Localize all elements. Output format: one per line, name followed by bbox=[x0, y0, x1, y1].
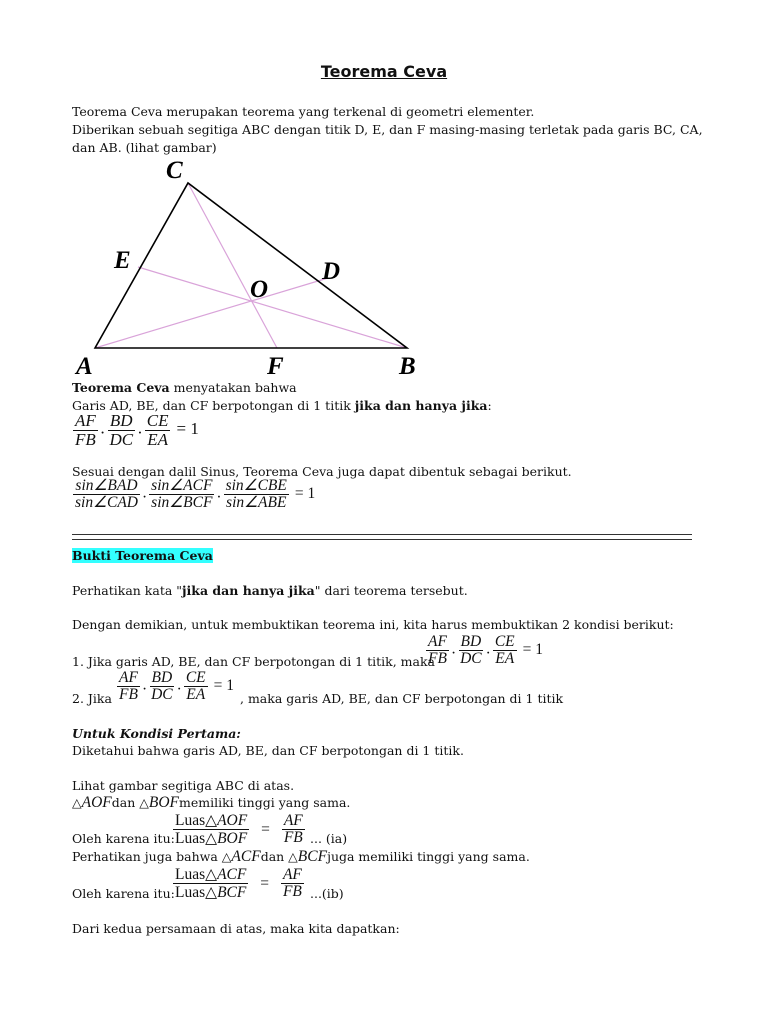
ratio-ia-formula bbox=[172, 812, 306, 848]
c2-den-fb: FB bbox=[119, 686, 138, 704]
c1-num-bd: BD bbox=[460, 633, 482, 650]
sine-formula bbox=[72, 478, 315, 512]
c2-dot: · bbox=[141, 681, 148, 699]
triangle-icon: △ bbox=[221, 849, 232, 864]
sine-intro: Sesuai dengan dalil Sinus, Teorema Ceva juga dapat dibentuk sebagai berikut. bbox=[72, 464, 572, 479]
first-condition-heading: Untuk Kondisi Pertama: bbox=[72, 726, 241, 741]
c2-den-dc: DC bbox=[151, 686, 173, 704]
formula-num-af: AF bbox=[75, 411, 96, 430]
formula-den-fb: FB bbox=[75, 429, 96, 449]
page-title: Teorema Ceva bbox=[320, 62, 448, 81]
cevian-ad bbox=[95, 278, 328, 348]
statement-line-2 bbox=[72, 398, 492, 413]
label-o: O bbox=[250, 276, 269, 303]
ia-den-tri: BOF bbox=[217, 830, 248, 848]
sine-den-1: sin∠CAD bbox=[75, 494, 138, 512]
formula-num-ce: CE bbox=[146, 411, 169, 430]
statement-line-1 bbox=[72, 380, 297, 395]
double-rule-divider bbox=[72, 534, 692, 540]
sine-dot: · bbox=[141, 489, 148, 507]
p1-pre: Perhatikan kata " bbox=[72, 583, 183, 598]
triangle-icon: △ bbox=[205, 829, 218, 848]
p1-post: " dari teorema tersebut. bbox=[314, 583, 468, 598]
formula-num-bd: BD bbox=[109, 411, 133, 430]
c1-dot: · bbox=[450, 645, 457, 663]
ia-num-tri: AOF bbox=[217, 812, 248, 829]
oleh-2: Oleh karena itu: bbox=[72, 886, 175, 901]
c1-den-ea: EA bbox=[495, 650, 515, 668]
sine-num-2: sin∠ACF bbox=[151, 477, 213, 494]
formula-rhs: = 1 bbox=[176, 419, 199, 439]
label-c: C bbox=[166, 157, 183, 184]
c1-num-af: AF bbox=[428, 633, 447, 650]
tri-bof: BOF bbox=[148, 794, 180, 811]
intro-line-1: Teorema Ceva merupakan teorema yang terkenal di geometri elementer. bbox=[72, 104, 535, 119]
proof-heading bbox=[72, 548, 213, 563]
same-height-line-1 bbox=[72, 795, 350, 810]
ib-fb: FB bbox=[282, 883, 302, 901]
oleh-1: Oleh karena itu: bbox=[72, 831, 175, 846]
ia-fb: FB bbox=[283, 829, 303, 847]
c2-num-ce: CE bbox=[185, 669, 206, 686]
sine-den-2: sin∠BCF bbox=[151, 494, 213, 512]
ia-af: AF bbox=[283, 812, 303, 829]
c1-num-ce: CE bbox=[494, 633, 515, 650]
triangle-icon: △ bbox=[72, 795, 82, 810]
tri-bcf: BCF bbox=[297, 848, 328, 865]
triangle-icon: △ bbox=[205, 883, 218, 902]
luas-label: Luas bbox=[175, 830, 206, 848]
c1-den-dc: DC bbox=[460, 650, 482, 668]
condition-1-formula bbox=[425, 634, 543, 668]
tri-acf: ACF bbox=[231, 848, 261, 865]
dan-2: dan bbox=[260, 849, 289, 864]
statement-pre: Garis AD, BE, dan CF berpotongan di 1 titik bbox=[72, 398, 355, 413]
label-f: F bbox=[267, 353, 284, 380]
sine-dot: · bbox=[216, 489, 222, 507]
also-post: juga memiliki tinggi yang sama. bbox=[327, 849, 530, 864]
cevian-be bbox=[138, 267, 407, 348]
theorem-name: Teorema Ceva bbox=[72, 380, 170, 395]
proof-heading-highlight: Bukti Teorema Ceva bbox=[72, 548, 213, 563]
intro-line-2: Diberikan sebuah segitiga ABC dengan titik D, E, dan F masing-masing terletak pada garis BC, CA, bbox=[72, 122, 703, 137]
also-pre: Perhatikan juga bahwa bbox=[72, 849, 222, 864]
triangle-abc bbox=[95, 183, 407, 348]
label-d: D bbox=[322, 258, 341, 285]
sine-rhs: = 1 bbox=[294, 485, 316, 503]
formula-dot: · bbox=[137, 423, 143, 443]
conclude-line: Dari kedua persamaan di atas, maka kita dapatkan: bbox=[72, 921, 400, 936]
formula-den-ea: EA bbox=[147, 429, 168, 449]
statement-rest: menyatakan bahwa bbox=[169, 380, 297, 395]
triangle-icon: △ bbox=[139, 795, 149, 810]
condition-1-text: 1. Jika garis AD, BE, dan CF berpotongan di 1 titik, maka bbox=[72, 654, 435, 669]
ib-den-tri: BCF bbox=[217, 884, 247, 902]
same-height-1: memiliki tinggi yang sama. bbox=[179, 795, 351, 810]
label-ia: ... (ia) bbox=[310, 831, 348, 846]
proof-p2: Dengan demikian, untuk membuktikan teorema ini, kita harus membuktikan 2 kondisi berikut: bbox=[72, 617, 674, 632]
ratio-ib-formula bbox=[172, 866, 305, 902]
sine-den-3: sin∠ABE bbox=[226, 494, 287, 512]
condition-2-post: , maka garis AD, BE, dan CF berpotongan di 1 titik bbox=[240, 691, 564, 706]
label-a: A bbox=[76, 353, 93, 380]
dan-1: dan bbox=[111, 795, 140, 810]
triangle-figure bbox=[60, 152, 440, 380]
p1-bold: jika dan hanya jika bbox=[182, 583, 315, 598]
statement-colon: : bbox=[487, 398, 492, 413]
label-e: E bbox=[114, 247, 131, 274]
intro-line-3: dan AB. (lihat gambar) bbox=[72, 140, 217, 155]
luas-label: Luas bbox=[175, 884, 206, 902]
label-ib: ...(ib) bbox=[310, 886, 344, 901]
luas-label: Luas bbox=[175, 812, 206, 829]
ib-eq: = bbox=[260, 874, 270, 892]
triangle-icon: △ bbox=[205, 811, 218, 829]
ceva-formula bbox=[72, 412, 199, 449]
triangle-icon: △ bbox=[205, 865, 218, 883]
c2-rhs: = 1 bbox=[213, 677, 235, 695]
triangle-icon: △ bbox=[288, 849, 298, 864]
c2-dot: · bbox=[176, 681, 182, 699]
look-line: Lihat gambar segitiga ABC di atas. bbox=[72, 778, 295, 793]
c2-num-af: AF bbox=[119, 669, 138, 686]
tri-aof: AOF bbox=[81, 794, 112, 811]
known-line: Diketahui bahwa garis AD, BE, dan CF berpotongan di 1 titik. bbox=[72, 743, 464, 758]
c1-dot: · bbox=[485, 645, 491, 663]
condition-2-pre: 2. Jika bbox=[72, 691, 112, 706]
c1-den-fb: FB bbox=[428, 650, 447, 668]
formula-den-dc: DC bbox=[109, 429, 134, 449]
sine-num-1: sin∠BAD bbox=[75, 477, 138, 494]
proof-p1 bbox=[72, 583, 468, 598]
label-b: B bbox=[399, 353, 416, 380]
ib-af: AF bbox=[282, 866, 302, 883]
ib-num-tri: ACF bbox=[217, 866, 247, 883]
iff-bold: jika dan hanya jika bbox=[354, 398, 488, 413]
c2-den-ea: EA bbox=[186, 686, 206, 704]
ia-eq: = bbox=[261, 820, 270, 838]
same-height-line-2 bbox=[72, 849, 530, 864]
c2-num-bd: BD bbox=[151, 669, 173, 686]
c1-rhs: = 1 bbox=[522, 641, 544, 659]
luas-label: Luas bbox=[175, 866, 206, 883]
cevian-cf bbox=[188, 183, 277, 348]
sine-num-3: sin∠CBE bbox=[225, 477, 287, 494]
condition-2-formula bbox=[116, 670, 234, 704]
formula-dot: · bbox=[99, 423, 106, 443]
